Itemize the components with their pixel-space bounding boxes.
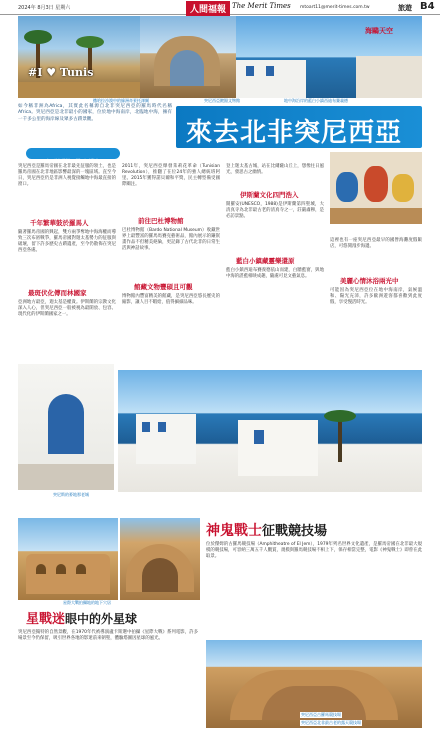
column-3-body: 開羅安(UNESCO，1988)是伊斯蘭第四聖城，大清真寺為北非最古老的清真寺之一，莊嚴肅穆，是必訪景點。: [226, 202, 324, 220]
coliseum-title-b: 征戰競技場: [262, 524, 328, 539]
article-title-text: 來去北非突尼西亞: [186, 118, 403, 148]
photo-pottery: [330, 152, 422, 224]
hero-photo-arch: [140, 16, 236, 98]
column-1-body: 隨著羅馬帝國的興起，雙方兩爭奪地中海海權而導致三次布匿戰爭，羅馬帝國對迦太基勢力的征服與破壞，留下許多歷史古蹟遺產，至今仍散佈在突尼西亞各處。: [18, 230, 116, 254]
subheading-blue-white: 藍白小鎮藏靈樂還原: [236, 257, 295, 265]
column-2-tail: 博物館內豐富精美的館藏，是突尼西亞悠長歷史的縮影，讓人目不暇給，值得細細品味。: [122, 294, 220, 306]
caption-star-wars-set: 星際大戰拍攝地的地下穴居: [63, 600, 111, 605]
subheading-bardo: 前往巴杜博物館: [138, 217, 184, 225]
contact-email: mtoart11@merit-times.com.tw: [300, 5, 370, 10]
caption-coliseum-1: 突尼西亞古羅馬競技場: [301, 712, 341, 717]
issue-date: 2024年 8月3日 星期六: [18, 5, 71, 11]
column-2-body: 巴杜博物館（Bardo National Museum）收藏世界上最豐富的羅馬馬賽克藝術品，館內展示的鑲嵌畫作品不但精美絕倫，更記錄了古代北非的日常生活與神話故事。: [122, 228, 220, 252]
caption-coliseum-2: 突尼西亞北非最古老的露天競技場: [301, 720, 361, 725]
starwars-title-a: 星戰迷: [26, 612, 66, 627]
article-title: [176, 106, 422, 148]
newspaper-logo: 人間福報: [186, 1, 230, 16]
photo-el-jem-interior: [120, 518, 200, 600]
photo-sidi-bou-coast: [118, 370, 422, 492]
caption-oasis: 撒哈拉沙漠中的綠洲奇景托澤爾: [93, 98, 149, 103]
newspaper-logo-en: The Merit Times: [232, 2, 291, 10]
byline: [26, 148, 120, 165]
column-4-body: 可能因為突尼西亞位在地中海南岸，氣候溫和、陽光充沛，許多歐洲遊客都喜歡到此度假，享受慢活時光。: [330, 288, 422, 306]
subheading-islam: 伊斯蘭文化四門浩入: [240, 191, 299, 199]
starwars-title-b: 眼中的外星球: [65, 612, 138, 626]
column-1-tail: 亞洲地方最亞，迦太基是權貴。伊斯蘭的宗教文化深入人心，但突尼西亞一般被視為最開放、包容、現代化的伊斯蘭國家之一。: [18, 300, 116, 318]
caption-museum: 突尼西亞鍍銀文物館: [204, 98, 240, 103]
byline-text: 文／林昭嵐 圖／王聰仁: [45, 159, 101, 165]
coliseum-title-a: 神鬼戰士: [206, 523, 262, 539]
subheading-sunshine: 美麗心情沐浴兩光中: [340, 277, 399, 285]
hero-badge-text: #I ♥ Tunis: [28, 66, 94, 79]
page-number: B4: [420, 1, 435, 12]
hero-photo-seaside: [236, 16, 422, 98]
starwars-title: [26, 608, 137, 627]
section-name: 旅遊: [398, 4, 412, 12]
article-intro: 如今稱非洲為Africa，其實此名稱源自北非突尼西亞的羅馬時代名稱Africa。突尼西亞是北非最小的國家，位於地中海南岸，北臨地中海，擁有一千多公里的海岸線及眾多古蹟景觀。: [18, 104, 172, 122]
column-3-tail: 藍白小鎮西迪布賽義德依山而建，白牆藍窗，與地中海的湛藍相映成趣，隨處可見文藝氣息。: [226, 268, 324, 280]
starwars-text: 突尼西亞獨特的自然景觀，在1970年代被導演盧卡斯選中拍攝《星際大戰》系列電影，許多場景至今仍保留，吸引世界各地的影迷前來朝聖，體驗塔圖因星球的風光。: [18, 630, 198, 642]
coliseum-title: [206, 520, 327, 540]
caption-medina: 突尼斯的麥地那老城: [53, 492, 89, 497]
hero-photo-oasis: [18, 16, 140, 98]
column-1-lead: 突尼西亞是羅馬帝國在北非最先征服的領土，也是羅馬帝國在北非地區影響最深的一塊區域。直至今日，突尼西亞仍是非洲人視覺接觸地中海最直接的窗口。: [18, 164, 116, 188]
column-3-lead: 登上迦太基古城，站在比爾薩山丘上，想像往日風光，發思古之幽情。: [226, 164, 324, 176]
column-4-lead: 這裡也有一座突尼西亞最早的國營海灘度假飯店，可悠閒漫步海邊。: [330, 238, 422, 250]
hero-hashtag-badge: [28, 66, 93, 79]
subheading-culture: 最斑伏化傳而林國家: [28, 289, 87, 297]
subheading-collection: 館藏文物豐碩且可觀: [134, 283, 193, 291]
hero-label-seagull: 海鷗天空: [365, 27, 393, 35]
subheading-roman: 千年繁華鼓於羅馬人: [30, 219, 89, 227]
coliseum-text: 位於傑姆的古羅馬競技場（Amphitheatre of El Jem），1979年列名世界文化遺產，是羅馬帝國在北非最大規模的競技場，可容納三萬五千人觀賞，規模與羅馬競技場不相上下，保存相當完整，電影《神鬼戰士》即曾在此取景。: [206, 542, 422, 560]
photo-ksar-ghorfas: [18, 518, 118, 600]
photo-blue-door: [18, 364, 114, 490]
page-header: [0, 0, 440, 15]
column-2-lead: 2011年，突尼西亞爆發茉莉花革命（Tunisian Revolution），推翻了在位24年的強人總統班阿里。2015年獲得諾貝爾和平獎，民主轉型備受國際關注。: [122, 164, 220, 188]
caption-sidi-bou: 地中海沿岸的藍白小鎮西迪布賽義德: [284, 98, 348, 103]
